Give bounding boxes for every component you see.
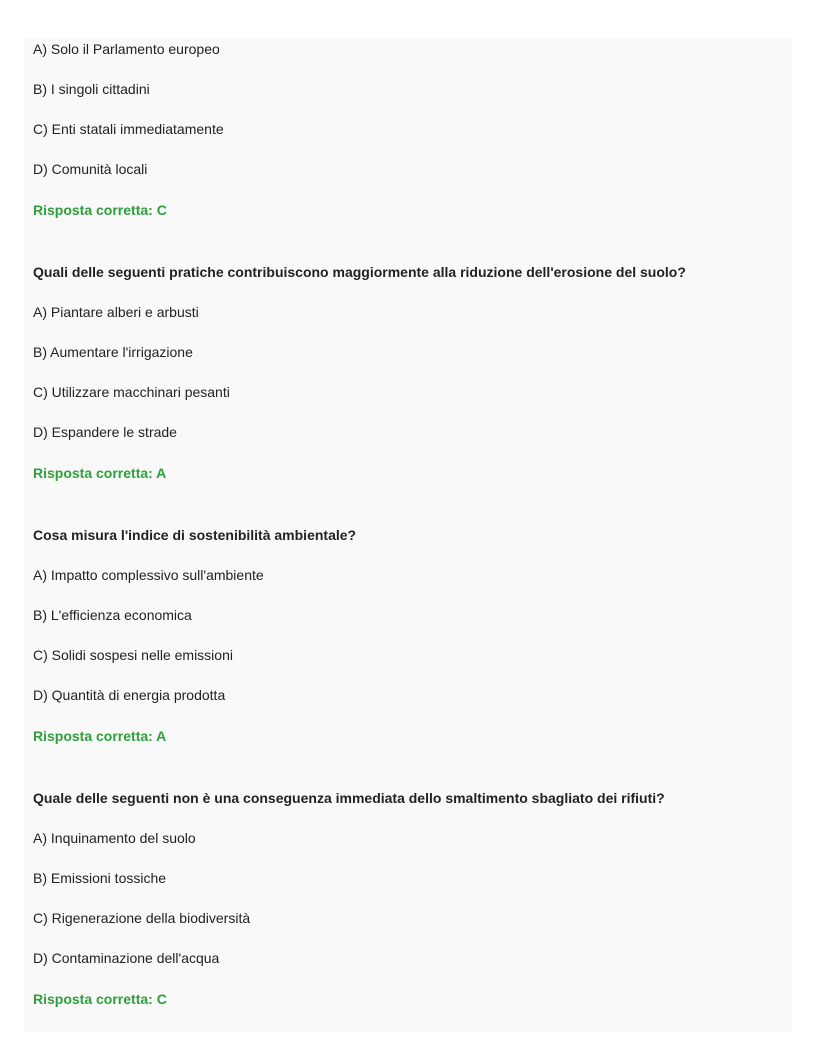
option-d: D) Comunità locali xyxy=(33,161,148,177)
option-d: D) Contaminazione dell'acqua xyxy=(33,950,220,966)
correct-answer: Risposta corretta: C xyxy=(33,991,167,1007)
option-a: A) Impatto complessivo sull'ambiente xyxy=(33,567,264,583)
correct-answer: Risposta corretta: A xyxy=(33,465,167,481)
option-c: C) Solidi sospesi nelle emissioni xyxy=(33,647,233,663)
option-c: C) Rigenerazione della biodiversità xyxy=(33,910,251,926)
option-b: B) Aumentare l'irrigazione xyxy=(33,344,193,360)
option-d: D) Espandere le strade xyxy=(33,424,177,440)
question-title: Quali delle seguenti pratiche contribuiscono maggiormente alla riduzione dell'erosione del suolo? xyxy=(33,264,686,280)
option-c: C) Enti statali immediatamente xyxy=(33,121,224,137)
option-a: A) Solo il Parlamento europeo xyxy=(33,41,220,57)
option-a: A) Inquinamento del suolo xyxy=(33,830,196,846)
question-title: Cosa misura l'indice di sostenibilità ambientale? xyxy=(33,527,357,543)
correct-answer: Risposta corretta: C xyxy=(33,202,167,218)
question-title: Quale delle seguenti non è una conseguenza immediata dello smaltimento sbagliato dei rifiuti? xyxy=(33,790,665,806)
option-c: C) Utilizzare macchinari pesanti xyxy=(33,384,230,400)
option-a: A) Piantare alberi e arbusti xyxy=(33,304,199,320)
option-b: B) I singoli cittadini xyxy=(33,81,150,97)
option-d: D) Quantità di energia prodotta xyxy=(33,687,226,703)
option-b: B) Emissioni tossiche xyxy=(33,870,167,886)
correct-answer: Risposta corretta: A xyxy=(33,728,167,744)
option-b: B) L'efficienza economica xyxy=(33,607,192,623)
